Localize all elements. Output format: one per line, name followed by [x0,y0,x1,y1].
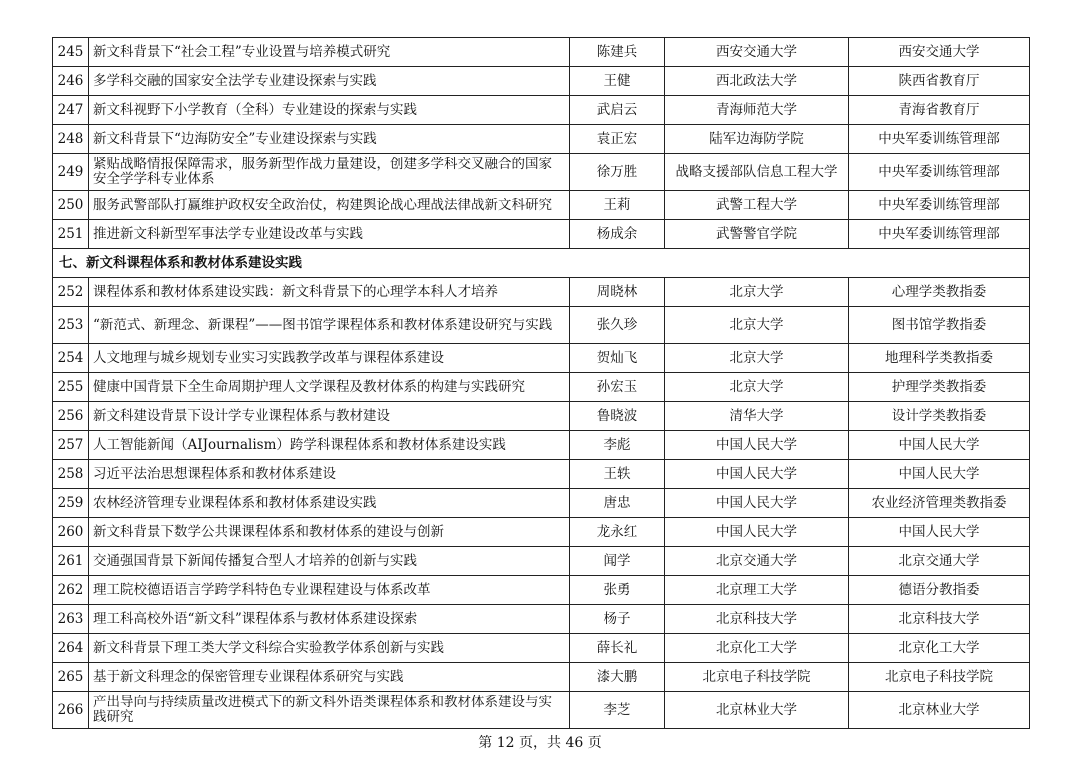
recommending-unit: 西安交通大学 [849,38,1030,67]
row-number: 252 [53,278,89,307]
row-number: 266 [53,692,89,729]
institution: 中国人民大学 [665,518,849,547]
row-number: 258 [53,460,89,489]
institution: 中国人民大学 [665,460,849,489]
recommending-unit: 北京电子科技学院 [849,663,1030,692]
row-number: 259 [53,489,89,518]
project-title: 人工智能新闻（AIJournalism）跨学科课程体系和教材体系建设实践 [89,431,570,460]
recommending-unit: 青海省教育厅 [849,96,1030,125]
recommending-unit: 德语分教指委 [849,576,1030,605]
row-number: 264 [53,634,89,663]
project-leader: 龙永红 [570,518,665,547]
table-row [53,547,1030,576]
row-number: 257 [53,431,89,460]
recommending-unit: 中央军委训练管理部 [849,125,1030,154]
table-row [53,96,1030,125]
table-row [53,518,1030,547]
table-row [53,431,1030,460]
recommending-unit: 中国人民大学 [849,431,1030,460]
project-title: 习近平法治思想课程体系和教材体系建设 [89,460,570,489]
recommending-unit: 北京交通大学 [849,547,1030,576]
institution: 北京电子科技学院 [665,663,849,692]
row-number: 265 [53,663,89,692]
recommending-unit: 中央军委训练管理部 [849,154,1030,191]
table-row [53,307,1030,344]
table-row [53,38,1030,67]
recommending-unit: 中国人民大学 [849,460,1030,489]
project-title: 新文科视野下小学教育（全科）专业建设的探索与实践 [89,96,570,125]
project-title: 新文科背景下数学公共课课程体系和教材体系的建设与创新 [89,518,570,547]
project-leader: 徐万胜 [570,154,665,191]
table-row [53,191,1030,220]
table-body [53,38,1030,729]
project-table [52,37,1030,729]
project-leader: 孙宏玉 [570,373,665,402]
table-row [53,154,1030,191]
table-row [53,489,1030,518]
project-title: 农林经济管理专业课程体系和教材体系建设实践 [89,489,570,518]
institution: 清华大学 [665,402,849,431]
project-title: 人文地理与城乡规划专业实习实践教学改革与课程体系建设 [89,344,570,373]
recommending-unit: 中央军委训练管理部 [849,191,1030,220]
project-leader: 闻学 [570,547,665,576]
project-leader: 李彪 [570,431,665,460]
table-row [53,663,1030,692]
project-leader: 武启云 [570,96,665,125]
institution: 中国人民大学 [665,431,849,460]
row-number: 245 [53,38,89,67]
row-number: 254 [53,344,89,373]
institution: 北京大学 [665,278,849,307]
project-title: 紧贴战略情报保障需求，服务新型作战力量建设，创建多学科交叉融合的国家安全学学科专业体系 [93,157,552,187]
table-row [53,125,1030,154]
table-row [53,220,1030,249]
recommending-unit: 图书馆学教指委 [849,307,1030,344]
table-row [53,278,1030,307]
project-title: “新范式、新理念、新课程”——图书馆学课程体系和教材体系建设研究与实践 [93,317,553,333]
project-title: 课程体系和教材体系建设实践：新文科背景下的心理学本科人才培养 [89,278,570,307]
recommending-unit: 陕西省教育厅 [849,67,1030,96]
project-leader: 袁正宏 [570,125,665,154]
institution: 北京化工大学 [665,634,849,663]
row-number: 261 [53,547,89,576]
row-number: 247 [53,96,89,125]
project-leader: 杨成余 [570,220,665,249]
project-title: 多学科交融的国家安全法学专业建设探索与实践 [89,67,570,96]
table-row [53,605,1030,634]
institution: 西安交通大学 [665,38,849,67]
table-row [53,373,1030,402]
project-title: 服务武警部队打赢维护政权安全政治仗，构建舆论战心理战法律战新文科研究 [93,197,552,213]
section-title: 七、新文科课程体系和教材体系建设实践 [53,249,1030,278]
project-leader: 张勇 [570,576,665,605]
row-number: 260 [53,518,89,547]
institution: 青海师范大学 [665,96,849,125]
project-title: 新文科背景下理工类大学文科综合实验教学体系创新与实践 [89,634,570,663]
section-header-row [53,249,1030,278]
recommending-unit: 设计学类教指委 [849,402,1030,431]
institution: 北京科技大学 [665,605,849,634]
table-row [53,344,1030,373]
table-row [53,576,1030,605]
row-number: 246 [53,67,89,96]
recommending-unit: 护理学类教指委 [849,373,1030,402]
project-title: 健康中国背景下全生命周期护理人文学课程及教材体系的构建与实践研究 [89,373,570,402]
institution: 北京理工大学 [665,576,849,605]
institution: 北京大学 [665,373,849,402]
project-title: 新文科背景下“社会工程”专业设置与培养模式研究 [89,38,570,67]
recommending-unit: 地理科学类教指委 [849,344,1030,373]
institution: 武警警官学院 [665,220,849,249]
row-number: 251 [53,220,89,249]
institution: 北京交通大学 [665,547,849,576]
recommending-unit: 北京科技大学 [849,605,1030,634]
project-title: 基于新文科理念的保密管理专业课程体系研究与实践 [89,663,570,692]
table-row [53,460,1030,489]
project-leader: 王健 [570,67,665,96]
project-leader: 王轶 [570,460,665,489]
institution: 陆军边海防学院 [665,125,849,154]
recommending-unit: 北京林业大学 [849,692,1030,729]
institution: 北京林业大学 [665,692,849,729]
table-row [53,634,1030,663]
project-title: 产出导向与持续质量改进模式下的新文科外语类课程体系和教材体系建设与实践研究 [93,695,552,725]
project-title: 新文科建设背景下设计学专业课程体系与教材建设 [89,402,570,431]
project-leader: 李芝 [570,692,665,729]
row-number: 263 [53,605,89,634]
table-row [53,692,1030,729]
institution: 中国人民大学 [665,489,849,518]
project-title: 理工科高校外语“新文科”课程体系与教材体系建设探索 [89,605,570,634]
row-number: 253 [53,307,89,344]
row-number: 262 [53,576,89,605]
institution: 武警工程大学 [665,191,849,220]
institution: 北京大学 [665,307,849,344]
project-leader: 鲁晓波 [570,402,665,431]
project-leader: 唐忠 [570,489,665,518]
recommending-unit: 心理学类教指委 [849,278,1030,307]
row-number: 250 [53,191,89,220]
project-title: 交通强国背景下新闻传播复合型人才培养的创新与实践 [89,547,570,576]
institution: 北京大学 [665,344,849,373]
project-leader: 陈建兵 [570,38,665,67]
project-leader: 张久珍 [570,307,665,344]
project-title: 理工院校德语语言学跨学科特色专业课程建设与体系改革 [89,576,570,605]
project-leader: 杨子 [570,605,665,634]
project-leader: 周晓林 [570,278,665,307]
recommending-unit: 中央军委训练管理部 [849,220,1030,249]
row-number: 256 [53,402,89,431]
institution: 西北政法大学 [665,67,849,96]
page-footer: 第 12 页，共 46 页 [478,735,602,751]
project-leader: 薛长礼 [570,634,665,663]
table-row [53,402,1030,431]
project-leader: 贺灿飞 [570,344,665,373]
recommending-unit: 中国人民大学 [849,518,1030,547]
institution: 战略支援部队信息工程大学 [665,154,849,191]
row-number: 255 [53,373,89,402]
recommending-unit: 农业经济管理类教指委 [849,489,1030,518]
table-row [53,67,1030,96]
recommending-unit: 北京化工大学 [849,634,1030,663]
project-leader: 漆大鹏 [570,663,665,692]
project-leader: 王莉 [570,191,665,220]
row-number: 249 [53,154,89,191]
project-title: 推进新文科新型军事法学专业建设改革与实践 [89,220,570,249]
project-title: 新文科背景下“边海防安全”专业建设探索与实践 [89,125,570,154]
row-number: 248 [53,125,89,154]
